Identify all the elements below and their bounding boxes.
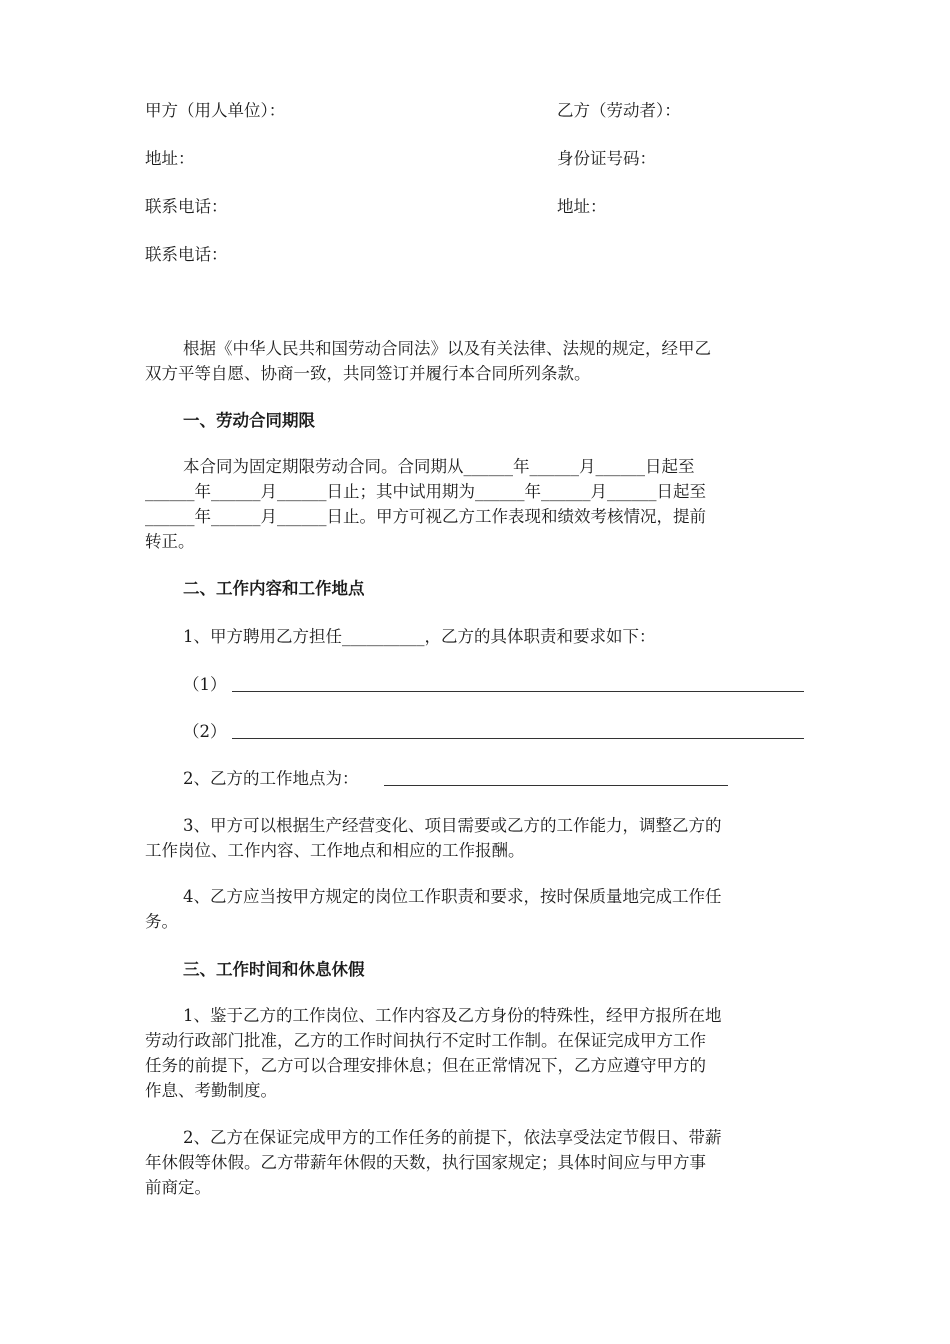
section-3-item-2-line-3: 前商定。 <box>145 1178 211 1197</box>
section-2-item-3-line-1: 3、甲方可以根据生产经营变化、项目需要或乙方的工作能力，调整乙方的 <box>183 816 722 835</box>
section-2-item-1: 1、甲方聘用乙方担任__________，乙方的具体职责和要求如下： <box>183 627 656 646</box>
section-2-item-4-line-1: 4、乙方应当按甲方规定的岗位工作职责和要求，按时保质量地完成工作任 <box>183 887 722 906</box>
section-1-line-1: 本合同为固定期限劳动合同。合同期从______年______月______日起至 <box>183 457 695 476</box>
section-2-title: 二、工作内容和工作地点 <box>183 579 365 598</box>
duty-item-1-label: （1） <box>183 675 227 694</box>
party-b-address-label: 地址： <box>557 197 607 216</box>
section-1-line-2: ______年______月______日止；其中试用期为______年______月______日起至 <box>145 482 706 501</box>
duty-item-2-blank <box>232 738 804 739</box>
section-3-item-1-line-2: 劳动行政部门批准，乙方的工作时间执行不定时工作制。在保证完成甲方工作 <box>145 1031 706 1050</box>
section-3-item-2-line-1: 2、乙方在保证完成甲方的工作任务的前提下，依法享受法定节假日、带薪 <box>183 1128 722 1147</box>
section-2-item-2: 2、乙方的工作地点为： <box>183 769 359 788</box>
section-2-item-4-line-2: 务。 <box>145 912 178 931</box>
section-3-item-1-line-3: 任务的前提下，乙方可以合理安排休息；但在正常情况下，乙方应遵守甲方的 <box>145 1056 706 1075</box>
party-b-label: 乙方（劳动者）： <box>557 101 681 120</box>
section-3-item-1-line-4: 作息、考勤制度。 <box>145 1081 277 1100</box>
party-a-address-label: 地址： <box>145 149 195 168</box>
section-3-item-1-line-1: 1、鉴于乙方的工作岗位、工作内容及乙方身份的特殊性，经甲方报所在地 <box>183 1006 722 1025</box>
duty-item-2-label: （2） <box>183 722 227 741</box>
party-a-label: 甲方（用人单位）： <box>145 101 286 120</box>
section-1-line-4: 转正。 <box>145 532 195 551</box>
section-3-title: 三、工作时间和休息休假 <box>183 960 365 979</box>
section-2-item-3-line-2: 工作岗位、工作内容、工作地点和相应的工作报酬。 <box>145 841 525 860</box>
intro-line-1: 根据《中华人民共和国劳动合同法》以及有关法律、法规的规定，经甲乙 <box>183 339 711 358</box>
section-1-title: 一、劳动合同期限 <box>183 411 315 430</box>
section-3-item-2-line-2: 年休假等休假。乙方带薪年休假的天数，执行国家规定；具体时间应与甲方事 <box>145 1153 706 1172</box>
party-b-id-label: 身份证号码： <box>557 149 656 168</box>
party-b-phone-label: 联系电话： <box>145 245 228 264</box>
party-a-phone-label: 联系电话： <box>145 197 228 216</box>
work-location-blank <box>384 785 728 786</box>
section-1-line-3: ______年______月______日止。甲方可视乙方工作表现和绩效考核情况，提前 <box>145 507 706 526</box>
intro-line-2: 双方平等自愿、协商一致，共同签订并履行本合同所列条款。 <box>145 364 591 383</box>
duty-item-1-blank <box>232 691 804 692</box>
